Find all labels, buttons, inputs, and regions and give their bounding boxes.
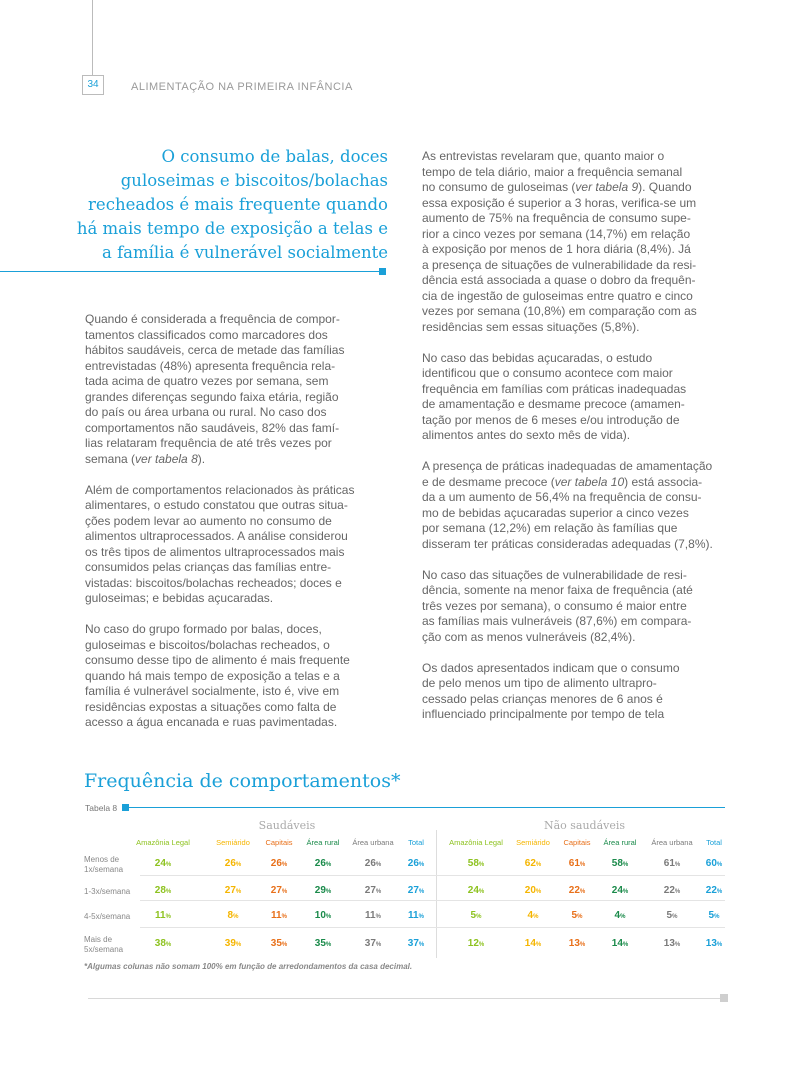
percent-sign: % — [716, 889, 723, 895]
percent-sign: % — [165, 942, 172, 948]
headline-line: a família é vulnerável socialmente — [101, 243, 388, 262]
table-cell — [689, 858, 739, 869]
table-cell — [689, 910, 739, 921]
text-line: aumento de 75% na frequência de consumo supe- — [422, 211, 691, 225]
column-header: Área urbana — [651, 838, 693, 847]
percent-sign: % — [535, 862, 542, 868]
cell-value: 5 — [708, 910, 715, 921]
table-note: *Algumas colunas não somam 100% em função de arredondamentos da casa decimal. — [84, 962, 413, 971]
text-line: rior a cinco vezes por semana (14,7%) em relação — [422, 226, 691, 241]
text-line: disseram ter práticas consideradas adequadas (7,8%). — [422, 536, 713, 551]
footer-rule — [88, 998, 720, 999]
text-line: tempo de tela diário, maior a frequência semanal — [422, 164, 683, 179]
cell-value: 61 — [568, 858, 580, 869]
text-line: família é vulnerável socialmente, isto é, vive em — [85, 684, 340, 698]
headline-rule-marker — [379, 268, 386, 275]
group-header-healthy: Saudáveis — [258, 819, 316, 832]
percent-sign: % — [577, 914, 583, 920]
cell-value: 37 — [364, 938, 376, 949]
cell-value: 22 — [705, 885, 717, 896]
text-line: tação por menos de 6 meses e/ou introdução de — [422, 412, 680, 427]
column-header: Total — [706, 838, 722, 847]
cell-value: 5 — [470, 910, 477, 921]
cell-value: 58 — [467, 858, 479, 869]
table-cell — [508, 938, 558, 949]
text-line: ção com as menos vulneráveis (82,4%). — [422, 629, 636, 644]
percent-sign: % — [281, 862, 288, 868]
text-line: identificou que o consumo acontece com maior — [422, 366, 673, 380]
percent-sign: % — [281, 942, 288, 948]
cell-value: 60 — [705, 858, 717, 869]
paragraph — [422, 661, 725, 723]
paragraph — [85, 622, 385, 731]
percent-sign: % — [325, 942, 332, 948]
table-cell — [391, 885, 441, 896]
percent-sign: % — [235, 889, 242, 895]
text-line: da a um aumento de 56,4% na frequência de consu- — [422, 490, 702, 504]
percent-sign: % — [579, 862, 586, 868]
table-cell — [254, 910, 304, 921]
text-line: dência está associada a quase o dobro da frequên- — [422, 273, 696, 287]
paragraph — [422, 149, 725, 335]
table-title: Frequência de comportamentos* — [84, 770, 401, 792]
percent-sign: % — [375, 942, 382, 948]
row-label — [84, 912, 134, 922]
cell-value: 24 — [611, 885, 623, 896]
table-cell — [451, 885, 501, 896]
cell-value: 35 — [314, 938, 326, 949]
text-line: de amamentação e desmame precoce (amamen- — [422, 397, 685, 411]
cell-value: 20 — [524, 885, 536, 896]
column-header: Semiárido — [516, 838, 550, 847]
table-cell — [138, 910, 188, 921]
running-title: ALIMENTAÇÃO NA PRIMEIRA INFÂNCIA — [131, 81, 353, 93]
percent-sign: % — [622, 942, 629, 948]
text-line: residências expostas a situações como falta de — [85, 699, 337, 714]
row-label — [84, 887, 134, 897]
cell-value: 11 — [408, 910, 419, 921]
column-header: Capitais — [265, 838, 293, 847]
headline — [60, 145, 388, 265]
row-label — [84, 935, 134, 955]
column-header: Amazônia Legal — [136, 838, 190, 847]
text-line: residências sem essas situações (5,8%). — [422, 319, 640, 334]
percent-sign: % — [325, 914, 332, 920]
percent-sign: % — [418, 914, 424, 920]
text-line: cessado pelas crianças menores de 6 anos é — [422, 691, 663, 706]
percent-sign: % — [418, 862, 425, 868]
percent-sign: % — [478, 889, 485, 895]
text-line: A presença de práticas inadequadas de amamentação — [422, 459, 713, 473]
table-cell — [208, 885, 258, 896]
cell-value: 14 — [611, 938, 623, 949]
percent-sign: % — [281, 914, 287, 920]
cell-value: 5 — [571, 910, 578, 921]
text-line: consumo desse tipo de alimento é mais frequente — [85, 653, 350, 667]
percent-sign: % — [375, 862, 382, 868]
cell-value: 38 — [154, 938, 166, 949]
text-line: as famílias mais vulneráveis (87,6%) em compara- — [422, 614, 692, 628]
column-header: Total — [408, 838, 424, 847]
cell-value: 29 — [314, 885, 326, 896]
table-cell — [391, 910, 441, 921]
percent-sign: % — [476, 914, 482, 920]
percent-sign: % — [535, 942, 542, 948]
table-cell — [208, 938, 258, 949]
cell-value: 22 — [663, 885, 675, 896]
text-line: do país ou área urbana ou rural. No caso dos — [85, 405, 327, 419]
cell-value: 14 — [524, 938, 536, 949]
text-line: e de desmame precoce (ver tabela 10) está associa- — [422, 474, 703, 489]
text-line: Além de comportamentos relacionados às práticas — [85, 482, 355, 497]
table-cell — [451, 938, 501, 949]
text-line: No caso do grupo formado por balas, doces, — [85, 622, 322, 636]
text-line: ções podem levar ao aumento no consumo de — [85, 513, 332, 528]
percent-sign: % — [165, 862, 172, 868]
text-line: por semana (12,2%) em relação às famílias que — [422, 521, 678, 535]
cell-value: 39 — [224, 938, 236, 949]
text-line: entrevistadas (48%) apresenta frequência rela- — [85, 358, 336, 373]
left-column — [85, 312, 385, 746]
text-line: mo de bebidas açucaradas superior a cinco vezes — [422, 505, 689, 520]
cell-value: 12 — [467, 938, 479, 949]
text-line: dência, somente na menor faixa de frequência (até — [422, 583, 693, 597]
paragraph — [422, 351, 725, 444]
text-line: alimentares, o estudo constatou que outras situa- — [85, 498, 348, 512]
column-header: Área rural — [603, 838, 637, 847]
text-line: semana (ver tabela 8). — [85, 451, 206, 466]
text-line: consumidos pelas crianças das famílias entre- — [85, 560, 332, 574]
table-rule — [128, 807, 725, 808]
headline-line: O consumo de balas, doces — [161, 147, 388, 166]
percent-sign: % — [579, 889, 586, 895]
table-cell — [208, 858, 258, 869]
cell-value: 24 — [467, 885, 479, 896]
paragraph — [422, 459, 725, 552]
cell-value: 37 — [407, 938, 419, 949]
headline-line: guloseimas e biscoitos/bolachas — [120, 171, 388, 190]
text-line: As entrevistas revelaram que, quanto maior o — [422, 149, 665, 163]
table-cell — [208, 910, 258, 921]
cell-value: 26 — [314, 858, 326, 869]
text-line: três vezes por semana), o consumo é maior entre — [422, 598, 687, 613]
paragraph — [422, 568, 725, 646]
percent-sign: % — [674, 862, 681, 868]
text-line: os três tipos de alimentos ultraprocessados mais — [85, 544, 345, 559]
table-cell — [298, 885, 348, 896]
text-line: hábitos saudáveis, cerca de metade das famílias — [85, 343, 345, 357]
cell-value: 10 — [314, 910, 326, 921]
row-label-line: 1x/semana — [84, 865, 124, 874]
table-cell — [254, 858, 304, 869]
row-separator — [140, 875, 725, 876]
column-header: Amazônia Legal — [449, 838, 503, 847]
cell-value: 27 — [364, 885, 376, 896]
percent-sign: % — [375, 889, 382, 895]
text-line: de pelo menos um tipo de alimento ultrapro- — [422, 676, 657, 690]
text-line: guloseimas e biscoitos/bolachas recheados, o — [85, 637, 330, 652]
row-separator — [140, 900, 725, 901]
row-label — [84, 855, 134, 875]
percent-sign: % — [716, 862, 723, 868]
row-label-line: Menos de — [84, 855, 120, 864]
footer-marker — [720, 994, 728, 1002]
table-cell — [595, 858, 645, 869]
table-cell — [595, 910, 645, 921]
column-header: Semiárido — [216, 838, 250, 847]
percent-sign: % — [165, 889, 172, 895]
row-label-line: 5x/semana — [84, 945, 124, 954]
cell-value: 4 — [527, 910, 534, 921]
percent-sign: % — [235, 942, 242, 948]
cell-value: 27 — [270, 885, 282, 896]
text-line: alimentos ultraprocessados. A análise considerou — [85, 529, 348, 543]
row-separator — [140, 927, 725, 928]
table-cell — [254, 885, 304, 896]
cell-value: 11 — [155, 910, 166, 921]
table-cell — [689, 885, 739, 896]
text-line: influenciado principalmente por tempo de tela — [422, 707, 665, 721]
percent-sign: % — [716, 942, 723, 948]
text-line: comportamentos não saudáveis, 82% das famí- — [85, 420, 340, 435]
text-line: Os dados apresentados indicam que o consumo — [422, 660, 680, 675]
cell-value: 26 — [270, 858, 282, 869]
percent-sign: % — [165, 914, 171, 920]
cell-value: 26 — [224, 858, 236, 869]
text-line: essa exposição é superior a 3 horas, verifica-se um — [422, 195, 697, 210]
text-line: cia de ingestão de guloseimas entre quatro e cinco — [422, 288, 693, 303]
percent-sign: % — [579, 942, 586, 948]
table-cell — [451, 910, 501, 921]
text-line: quando há mais tempo de exposição a telas e a — [85, 668, 340, 683]
table-cell — [391, 858, 441, 869]
cell-value: 62 — [524, 858, 536, 869]
percent-sign: % — [478, 942, 485, 948]
column-header: Capitais — [563, 838, 591, 847]
text-line: No caso das bebidas açucaradas, o estudo — [422, 350, 653, 365]
cell-value: 27 — [224, 885, 236, 896]
column-header: Área rural — [306, 838, 340, 847]
cell-value: 11 — [365, 910, 376, 921]
group-header-unhealthy: Não saudáveis — [543, 819, 626, 832]
headline-rule — [0, 271, 385, 272]
percent-sign: % — [325, 862, 332, 868]
cell-value: 5 — [666, 910, 673, 921]
row-label-line: 1-3x/semana — [84, 887, 131, 896]
percent-sign: % — [325, 889, 332, 895]
table-cell — [391, 938, 441, 949]
cell-value: 61 — [663, 858, 675, 869]
text-line: Quando é considerada a frequência de compor- — [85, 312, 340, 326]
right-column — [422, 149, 725, 738]
table-cell — [508, 910, 558, 921]
text-line: alimentos antes do sexto mês de vida). — [422, 428, 631, 442]
cell-value: 27 — [407, 885, 419, 896]
text-line: acesso a água encanada e ruas pavimentadas. — [85, 715, 338, 729]
percent-sign: % — [281, 889, 288, 895]
cell-value: 13 — [568, 938, 580, 949]
table-cell — [298, 910, 348, 921]
text-line: no consumo de guloseimas (ver tabela 9). Quando — [422, 180, 692, 194]
table-cell — [595, 938, 645, 949]
cell-value: 8 — [227, 910, 234, 921]
page-number: 34 — [82, 75, 104, 95]
table-cell — [595, 885, 645, 896]
cell-value: 22 — [568, 885, 580, 896]
percent-sign: % — [672, 914, 678, 920]
text-line: No caso das situações de vulnerabilidade de resi- — [422, 567, 687, 582]
table-cell — [138, 885, 188, 896]
percent-sign: % — [674, 889, 681, 895]
percent-sign: % — [620, 914, 626, 920]
table-cell — [508, 858, 558, 869]
cell-value: 13 — [663, 938, 675, 949]
percent-sign: % — [714, 914, 720, 920]
headline-line: recheados é mais frequente quando — [88, 195, 388, 214]
cell-value: 35 — [270, 938, 282, 949]
table-cell — [508, 885, 558, 896]
cell-value: 58 — [611, 858, 623, 869]
text-line: a presença de situações de vulnerabilidade da resi- — [422, 257, 697, 272]
percent-sign: % — [533, 914, 539, 920]
percent-sign: % — [233, 914, 239, 920]
percent-sign: % — [235, 862, 242, 868]
percent-sign: % — [375, 914, 381, 920]
cell-value: 4 — [614, 910, 621, 921]
text-line: frequência em famílias com práticas inadequadas — [422, 381, 687, 396]
cell-value: 26 — [364, 858, 376, 869]
table-cell — [138, 938, 188, 949]
text-line: grandes diferenças segundo faixa etária, região — [85, 389, 339, 404]
cell-value: 26 — [407, 858, 419, 869]
percent-sign: % — [622, 889, 629, 895]
percent-sign: % — [622, 862, 629, 868]
text-line: vezes por semana (10,8%) em comparação com as — [422, 304, 697, 318]
headline-line: há mais tempo de exposição a telas e — [76, 219, 388, 238]
percent-sign: % — [535, 889, 542, 895]
row-label-line: 4-5x/semana — [84, 912, 131, 921]
text-line: tamentos classificados como marcadores dos — [85, 327, 328, 342]
text-line: tada acima de quatro vezes por semana, sem — [85, 374, 329, 388]
row-label-line: Mais de — [84, 935, 113, 944]
percent-sign: % — [418, 889, 425, 895]
cell-value: 13 — [705, 938, 717, 949]
percent-sign: % — [674, 942, 681, 948]
table-label: Tabela 8 — [85, 803, 118, 813]
table-cell — [254, 938, 304, 949]
percent-sign: % — [478, 862, 485, 868]
table-cell — [298, 858, 348, 869]
cell-value: 28 — [154, 885, 166, 896]
table-cell — [451, 858, 501, 869]
column-header: Área urbana — [352, 838, 394, 847]
table-cell — [689, 938, 739, 949]
table-cell — [138, 858, 188, 869]
cell-value: 24 — [154, 858, 166, 869]
text-line: lias relataram frequência de até três vezes por — [85, 436, 332, 450]
text-line: à exposição por menos de 1 hora diária (8,4%). Já — [422, 242, 691, 256]
paragraph — [85, 312, 385, 467]
text-line: guloseimas; e bebidas açucaradas. — [85, 591, 274, 605]
cell-value: 11 — [271, 910, 282, 921]
paragraph — [85, 483, 385, 607]
text-line: vistadas: biscoitos/bolachas recheados; doces e — [85, 575, 342, 590]
percent-sign: % — [418, 942, 425, 948]
margin-line — [92, 0, 93, 75]
table-cell — [298, 938, 348, 949]
